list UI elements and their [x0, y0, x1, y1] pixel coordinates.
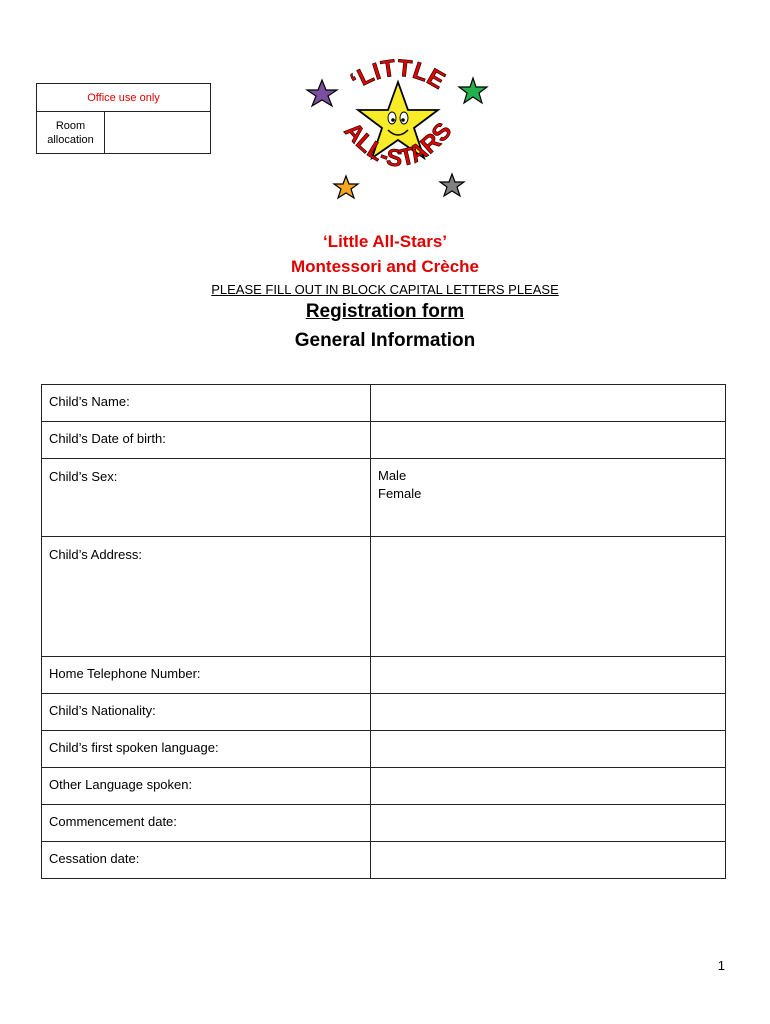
block-capitals-instruction: PLEASE FILL OUT IN BLOCK CAPITAL LETTERS PLEASE [211, 282, 559, 297]
table-row [42, 657, 726, 694]
table-row [42, 768, 726, 805]
table-row [42, 537, 726, 657]
first-language-label: Child’s first spoken language: [42, 731, 371, 768]
cessation-date-label: Cessation date: [42, 842, 371, 879]
general-information-table [41, 384, 726, 879]
table-row [42, 422, 726, 459]
orange-star-icon [334, 176, 358, 198]
section-title: General Information [294, 330, 476, 351]
school-subtitle: Montessori and Crèche [291, 257, 479, 276]
commencement-date-label: Commencement date: [42, 805, 371, 842]
school-name: ‘Little All-Stars’ [322, 232, 448, 251]
commencement-date-field[interactable] [371, 805, 726, 842]
table-row [42, 842, 726, 879]
room-allocation-field[interactable] [105, 112, 210, 153]
room-label-line2: allocation [47, 133, 94, 146]
office-use-header: Office use only [37, 84, 210, 112]
childs-name-field[interactable] [371, 385, 726, 422]
home-telephone-field[interactable] [371, 657, 726, 694]
room-label-line1: Room [55, 119, 86, 132]
childs-name-label: Child’s Name: [42, 385, 371, 422]
grey-star-icon [440, 174, 464, 196]
childs-sex-field[interactable] [371, 459, 726, 537]
childs-sex-label: Child’s Sex: [42, 459, 371, 537]
green-star-icon [459, 78, 487, 103]
office-use-box [36, 83, 211, 154]
purple-star-icon [307, 80, 337, 106]
room-allocation-label [37, 112, 105, 153]
sex-option-female[interactable]: Female [378, 486, 422, 501]
star-right-eye [400, 112, 408, 124]
date-of-birth-label: Child’s Date of birth: [42, 422, 371, 459]
table-row [42, 731, 726, 768]
logo-lettering-top: ‘LITTLE [345, 58, 450, 95]
room-allocation-row [37, 112, 210, 153]
cessation-date-field[interactable] [371, 842, 726, 879]
page-number: 1 [717, 958, 725, 973]
other-language-field[interactable] [371, 768, 726, 805]
childs-address-field[interactable] [371, 537, 726, 657]
nationality-label: Child’s Nationality: [42, 694, 371, 731]
sex-option-male[interactable]: Male [378, 468, 407, 483]
other-language-label: Other Language spoken: [42, 768, 371, 805]
star-left-eye [388, 112, 396, 124]
table-row [42, 694, 726, 731]
nationality-field[interactable] [371, 694, 726, 731]
home-telephone-label: Home Telephone Number: [42, 657, 371, 694]
date-of-birth-field[interactable] [371, 422, 726, 459]
first-language-field[interactable] [371, 731, 726, 768]
table-row [42, 385, 726, 422]
little-all-stars-logo [298, 58, 498, 208]
table-row [42, 805, 726, 842]
logo-lettering-bottom: ALL-STARS [338, 117, 458, 173]
table-row [42, 459, 726, 537]
form-title: Registration form [305, 301, 465, 322]
childs-address-label: Child’s Address: [42, 537, 371, 657]
